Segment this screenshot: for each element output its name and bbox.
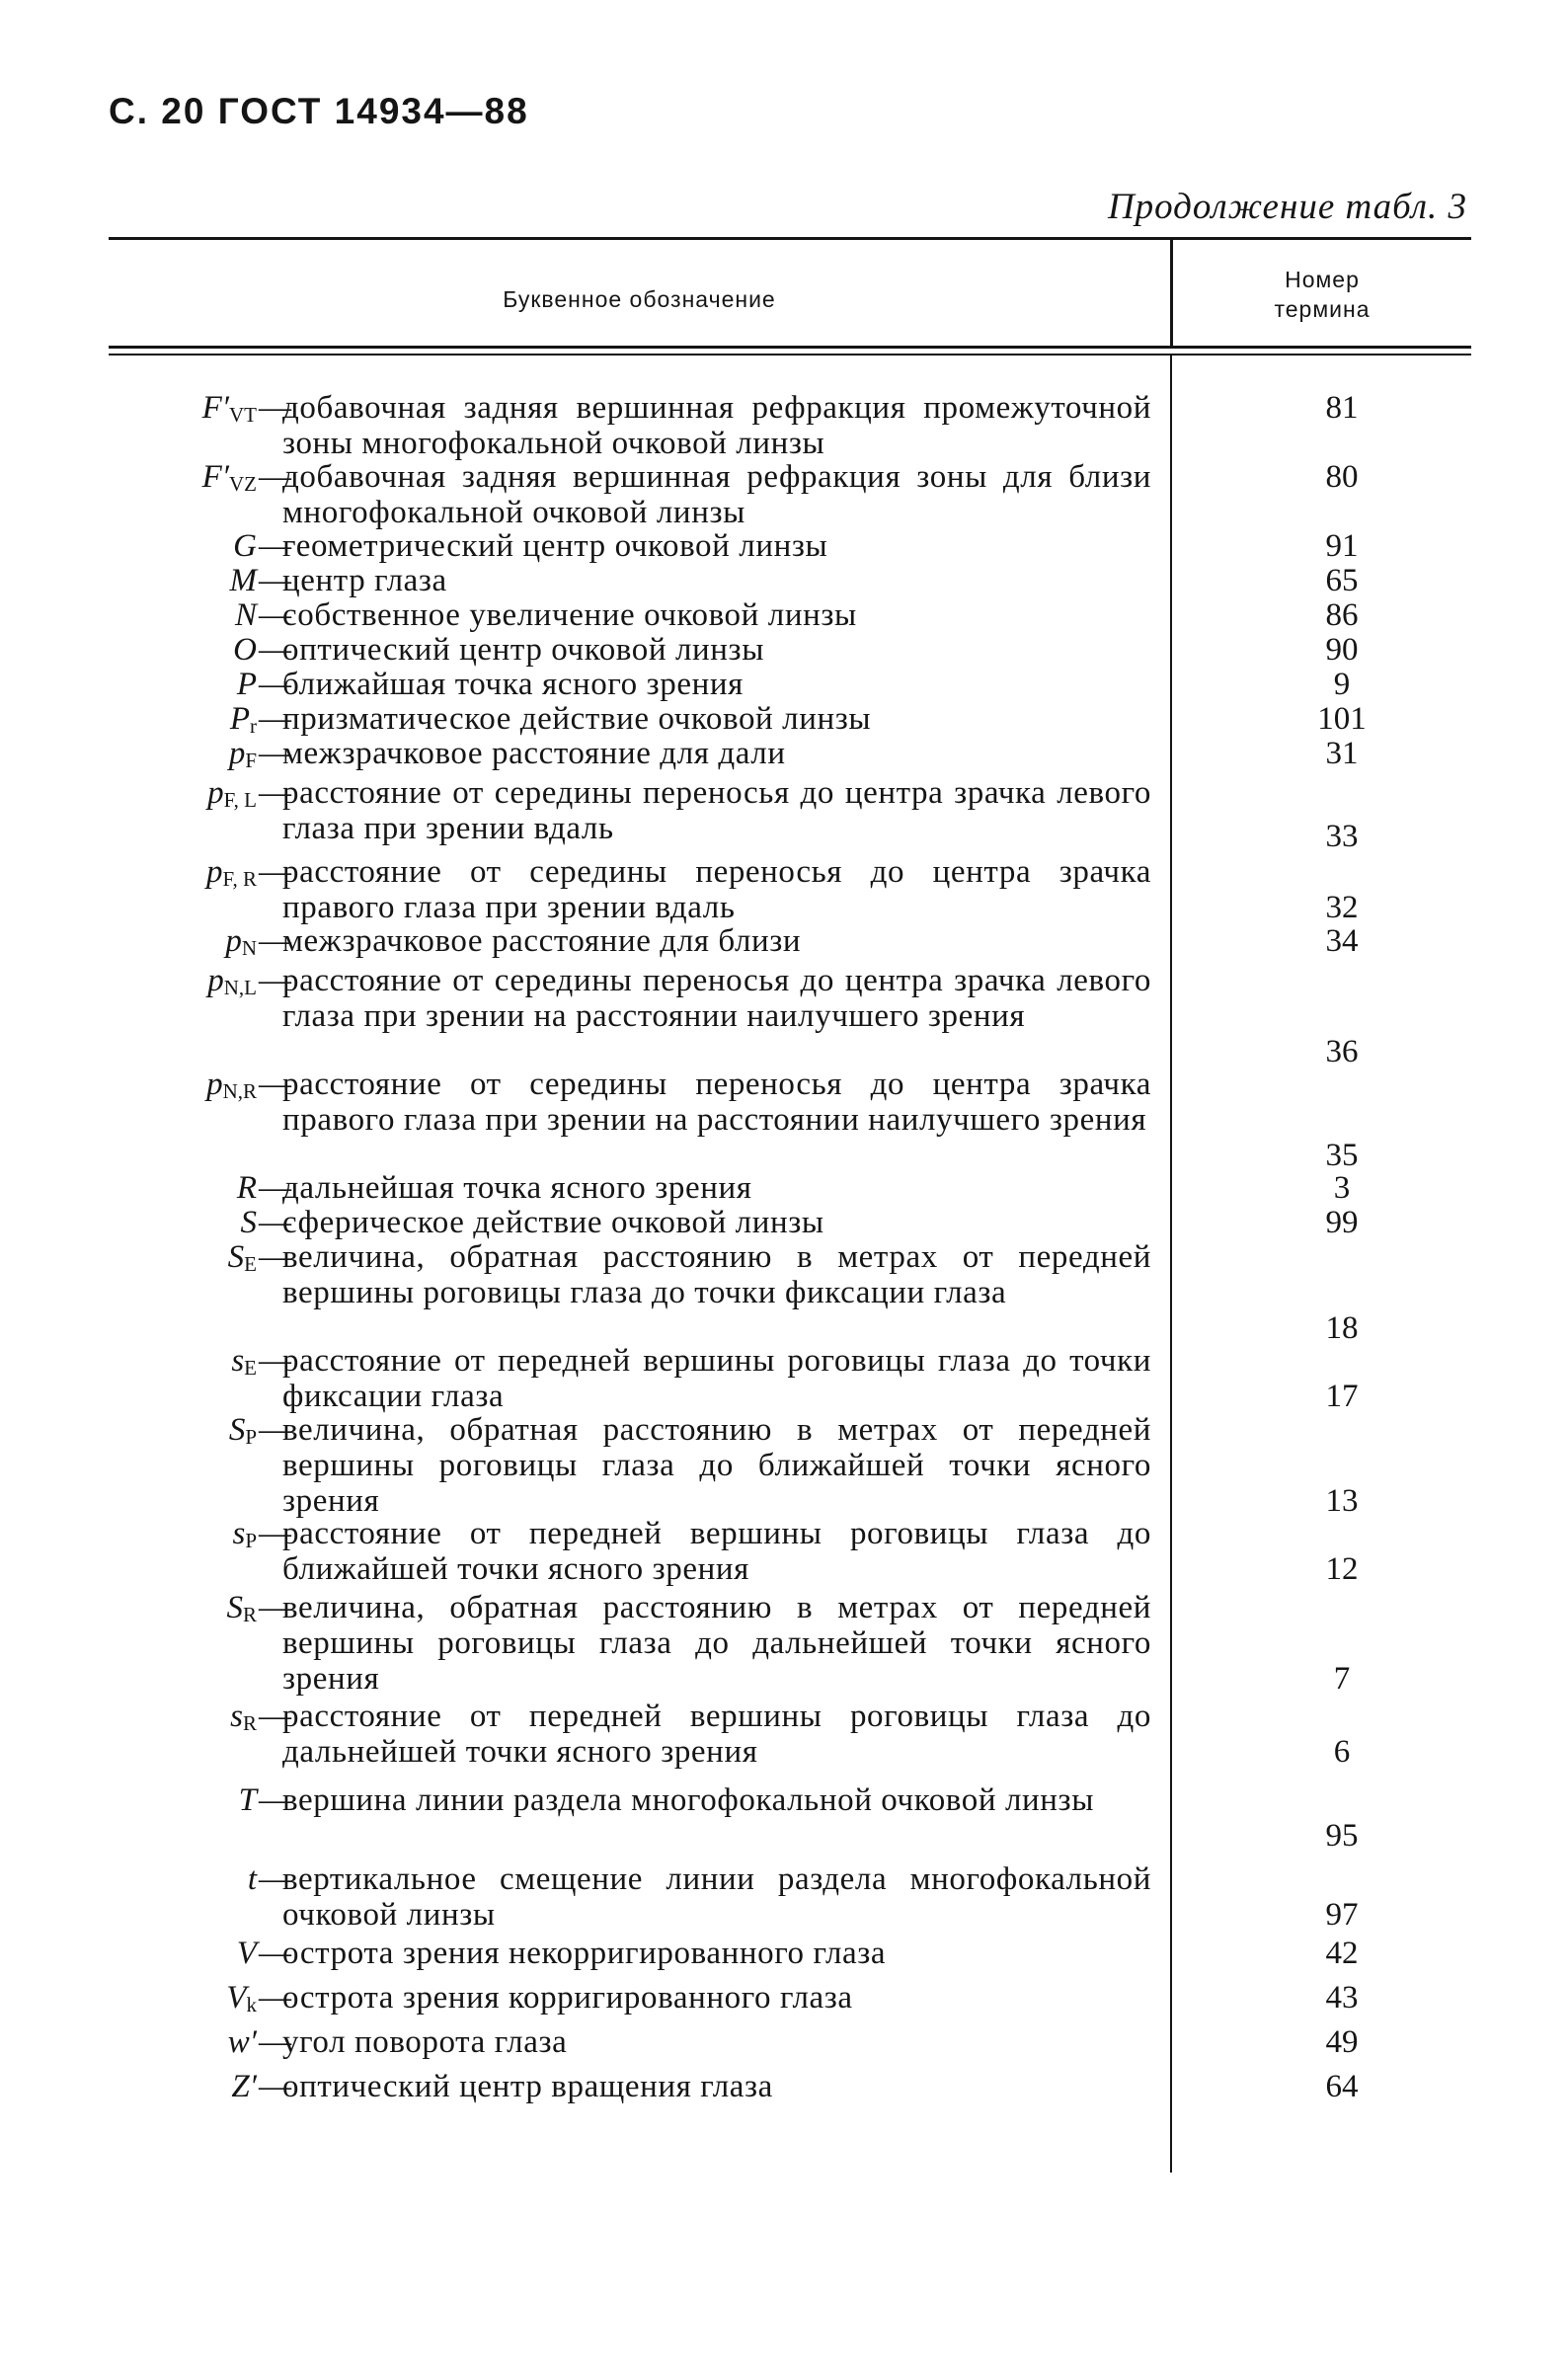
- em-dash: —: [259, 1343, 291, 1379]
- table-row: [0, 1067, 1568, 1173]
- term-definition: оптический центр вращения глаза: [282, 2069, 773, 2104]
- term-definition: расстояние от передней вершины роговицы глаза до дальнейшей точки ясного зрения: [282, 1699, 1151, 1770]
- term-symbol-letter: s: [230, 1699, 243, 1734]
- term-symbol-letter: p: [228, 736, 246, 771]
- term-symbol-letter: s: [232, 1516, 246, 1551]
- term-number: 101: [1317, 701, 1367, 737]
- term-definition: угол поворота глаза: [282, 2024, 568, 2060]
- term-number: 86: [1325, 597, 1359, 633]
- term-number: 99: [1325, 1205, 1359, 1240]
- term-definition: острота зрения некорригированного глаза: [282, 1936, 887, 1971]
- term-definition: дальнейшая точка ясного зрения: [282, 1170, 752, 1206]
- term-symbol-subscript: N,R: [222, 1079, 257, 1103]
- em-dash: —: [259, 597, 291, 633]
- page-header: С. 20 ГОСТ 14934—88: [109, 91, 529, 131]
- em-dash: —: [259, 528, 291, 564]
- table-row: [0, 923, 1568, 959]
- term-definition: острота зрения корригированного глаза: [282, 1980, 853, 2016]
- term-definition: расстояние от середины переносья до центра зрачка правого глаза при зрении вдаль: [282, 854, 1151, 925]
- term-definition: вершина линии раздела многофокальной очковой линзы: [282, 1782, 1094, 1818]
- term-symbol-letter: V: [236, 1936, 257, 1971]
- table-row: [0, 963, 1568, 1069]
- table-row: [0, 2069, 1568, 2104]
- term-symbol-subscript: F, L: [223, 788, 257, 812]
- term-symbol-letter: F′: [201, 459, 229, 495]
- term-symbol-subscript: E: [244, 1356, 257, 1380]
- term-symbol-subscript: F: [245, 749, 257, 772]
- table-row: [0, 459, 1568, 530]
- term-symbol: [39, 1067, 257, 1109]
- term-definition: вертикальное смещение линии раздела многофокальной очковой линзы: [282, 1861, 1151, 1933]
- term-symbol: [39, 459, 257, 502]
- term-symbol-letter: T: [238, 1782, 257, 1818]
- term-number: 91: [1325, 528, 1359, 564]
- em-dash: —: [259, 1067, 291, 1102]
- term-symbol: [39, 854, 257, 897]
- term-symbol: [39, 1412, 257, 1455]
- term-definition: ближайшая точка ясного зрения: [282, 667, 744, 702]
- column-header-number-line2: термина: [1274, 296, 1371, 322]
- table-row: [0, 1412, 1568, 1519]
- term-symbol: [39, 963, 257, 1005]
- em-dash: —: [259, 459, 291, 495]
- table-row: [0, 528, 1568, 564]
- term-symbol-letter: M: [229, 563, 257, 598]
- term-symbol-subscript: k: [246, 1993, 257, 2016]
- term-symbol-letter: p: [207, 963, 224, 998]
- term-definition: добавочная задняя вершинная рефракция промежуточной зоны многофокальной очковой линзы: [282, 390, 1151, 461]
- term-number: 49: [1325, 2024, 1359, 2060]
- term-symbol-letter: P: [229, 701, 250, 737]
- em-dash: —: [259, 1590, 291, 1625]
- term-definition: межзрачковое расстояние для близи: [282, 923, 802, 959]
- table-row: [0, 1205, 1568, 1240]
- table-row: [0, 1516, 1568, 1587]
- term-definition: призматическое действие очковой линзы: [282, 701, 872, 737]
- em-dash: —: [259, 1170, 291, 1206]
- term-number: 64: [1325, 2069, 1359, 2104]
- term-definition: центр глаза: [282, 563, 447, 598]
- term-number: 7: [1333, 1661, 1351, 1697]
- em-dash: —: [259, 1782, 291, 1818]
- term-symbol-letter: Z′: [231, 2069, 257, 2104]
- term-symbol-letter: w′: [227, 2024, 257, 2060]
- term-symbol: [39, 1861, 257, 1897]
- term-definition: геометрический центр очковой линзы: [282, 528, 828, 564]
- column-header-number-line1: Номер: [1285, 267, 1360, 292]
- term-symbol: [39, 1343, 257, 1385]
- em-dash: —: [259, 2069, 291, 2104]
- term-symbol: [39, 2069, 257, 2104]
- term-symbol: [39, 632, 257, 668]
- em-dash: —: [259, 390, 291, 426]
- table-row: [0, 390, 1568, 461]
- term-number: 65: [1325, 563, 1359, 598]
- term-symbol-letter: t: [247, 1861, 257, 1897]
- em-dash: —: [259, 1205, 291, 1240]
- term-symbol: [39, 1936, 257, 1971]
- term-symbol-subscript: R: [242, 1603, 257, 1626]
- term-symbol: [39, 1239, 257, 1282]
- table-row: [0, 1782, 1568, 1854]
- em-dash: —: [259, 1412, 291, 1448]
- em-dash: —: [259, 1699, 291, 1734]
- term-number: 18: [1325, 1310, 1359, 1346]
- em-dash: —: [259, 1239, 291, 1275]
- term-number: 36: [1325, 1034, 1359, 1069]
- term-symbol-subscript: P: [245, 1425, 257, 1449]
- term-symbol: [39, 1516, 257, 1558]
- term-symbol-subscript: N,L: [223, 976, 257, 999]
- table-row: [0, 2024, 1568, 2060]
- table-row: [0, 1861, 1568, 1933]
- em-dash: —: [259, 775, 291, 811]
- table-row: [0, 632, 1568, 668]
- em-dash: —: [259, 701, 291, 737]
- em-dash: —: [259, 2024, 291, 2060]
- term-definition: собственное увеличение очковой линзы: [282, 597, 857, 633]
- term-symbol-subscript: VZ: [229, 472, 257, 496]
- term-number: 90: [1325, 632, 1359, 668]
- term-number: 6: [1333, 1734, 1351, 1770]
- term-symbol-letter: S: [226, 1590, 243, 1625]
- term-definition: межзрачковое расстояние для дали: [282, 736, 786, 771]
- term-definition: величина, обратная расстоянию в метрах от передней вершины роговицы глаза до дальнейшей точки ясного зрения: [282, 1590, 1151, 1697]
- term-symbol-letter: R: [236, 1170, 257, 1206]
- table-row: [0, 1239, 1568, 1346]
- term-symbol-letter: S: [240, 1205, 257, 1240]
- term-definition: добавочная задняя вершинная рефракция зоны для близи многофокальной очковой линзы: [282, 459, 1151, 530]
- term-symbol-subscript: VT: [229, 403, 257, 427]
- table-row: [0, 736, 1568, 771]
- term-symbol: [39, 1205, 257, 1240]
- term-symbol-letter: P: [236, 667, 257, 702]
- em-dash: —: [259, 667, 291, 702]
- term-symbol-letter: p: [225, 923, 242, 959]
- term-symbol: [39, 736, 257, 778]
- term-number: 95: [1325, 1818, 1359, 1854]
- term-number: 97: [1325, 1897, 1359, 1933]
- table-continuation-label: Продолжение табл. 3: [1107, 187, 1467, 227]
- term-number: 32: [1325, 890, 1359, 925]
- term-symbol-subscript: F, R: [222, 867, 257, 891]
- term-symbol-letter: p: [206, 1067, 223, 1102]
- em-dash: —: [259, 963, 291, 998]
- term-symbol-letter: V: [226, 1980, 247, 2016]
- term-symbol-letter: p: [205, 854, 223, 890]
- em-dash: —: [259, 1980, 291, 2016]
- table-row: [0, 701, 1568, 737]
- term-definition: расстояние от середины переносья до центра зрачка левого глаза при зрении на расстоянии наилучшего зрения: [282, 963, 1151, 1034]
- term-symbol: [39, 1782, 257, 1818]
- term-symbol-letter: p: [207, 775, 224, 811]
- term-symbol-letter: N: [234, 597, 257, 633]
- table-row: [0, 667, 1568, 702]
- column-header-symbol: Буквенное обозначение: [503, 286, 776, 312]
- term-definition: величина, обратная расстоянию в метрах от передней вершины роговицы глаза до точки фиксации глаза: [282, 1239, 1151, 1310]
- term-symbol-letter: S: [228, 1412, 246, 1448]
- term-symbol: [39, 597, 257, 633]
- table-row: [0, 775, 1568, 854]
- term-symbol: [39, 775, 257, 818]
- em-dash: —: [259, 854, 291, 890]
- term-symbol-letter: s: [231, 1343, 245, 1379]
- term-number: 34: [1325, 923, 1359, 959]
- em-dash: —: [259, 1861, 291, 1897]
- term-symbol: [39, 923, 257, 966]
- term-definition: сферическое действие очковой линзы: [282, 1205, 824, 1240]
- term-number: 12: [1325, 1551, 1359, 1587]
- term-number: 43: [1325, 1980, 1359, 2016]
- term-definition: расстояние от середины переносья до центра зрачка левого глаза при зрении вдаль: [282, 775, 1151, 846]
- table-row: [0, 1980, 1568, 2016]
- term-symbol-subscript: r: [250, 714, 257, 738]
- term-number: 42: [1325, 1936, 1359, 1971]
- table-row: [0, 1343, 1568, 1414]
- term-symbol-subscript: E: [244, 1252, 257, 1276]
- term-symbol: [39, 390, 257, 433]
- term-symbol: [39, 1590, 257, 1632]
- term-definition: расстояние от середины переносья до центра зрачка правого глаза при зрении на расстоянии наилучшего зрения: [282, 1067, 1151, 1138]
- table-row: [0, 1936, 1568, 1971]
- term-symbol-letter: S: [227, 1239, 245, 1275]
- em-dash: —: [259, 563, 291, 598]
- term-definition: величина, обратная расстоянию в метрах от передней вершины роговицы глаза до ближайшей точки ясного зрения: [282, 1412, 1151, 1519]
- term-definition: расстояние от передней вершины роговицы глаза до точки фиксации глаза: [282, 1343, 1151, 1414]
- table-row: [0, 854, 1568, 925]
- em-dash: —: [259, 923, 291, 959]
- term-symbol-subscript: P: [245, 1529, 257, 1552]
- term-symbol-letter: F′: [201, 390, 229, 426]
- table-row: [0, 563, 1568, 598]
- term-symbol: [39, 528, 257, 564]
- table-row: [0, 1170, 1568, 1206]
- term-number: 35: [1325, 1138, 1359, 1173]
- term-number: 31: [1325, 736, 1359, 771]
- em-dash: —: [259, 736, 291, 771]
- term-number: 80: [1325, 459, 1359, 495]
- term-number: 9: [1333, 667, 1351, 702]
- term-symbol: [39, 1980, 257, 2022]
- em-dash: —: [259, 1936, 291, 1971]
- term-number: 81: [1325, 390, 1359, 426]
- em-dash: —: [259, 1516, 291, 1551]
- term-symbol-subscript: N: [241, 936, 257, 960]
- term-symbol: [39, 563, 257, 598]
- term-number: 3: [1333, 1170, 1351, 1206]
- term-symbol: [39, 1170, 257, 1206]
- term-definition: оптический центр очковой линзы: [282, 632, 764, 668]
- em-dash: —: [259, 632, 291, 668]
- term-number: 33: [1325, 819, 1359, 854]
- table-row: [0, 1699, 1568, 1770]
- table-row: [0, 597, 1568, 633]
- term-symbol-letter: O: [233, 632, 257, 668]
- term-symbol: [39, 667, 257, 702]
- term-number: 13: [1325, 1483, 1359, 1519]
- table-row: [0, 1590, 1568, 1697]
- term-symbol: [39, 1699, 257, 1741]
- term-symbol: [39, 2024, 257, 2060]
- term-number: 17: [1325, 1379, 1359, 1414]
- term-definition: расстояние от передней вершины роговицы глаза до ближайшей точки ясного зрения: [282, 1516, 1151, 1587]
- term-symbol-letter: G: [233, 528, 257, 564]
- term-symbol-subscript: R: [242, 1711, 257, 1735]
